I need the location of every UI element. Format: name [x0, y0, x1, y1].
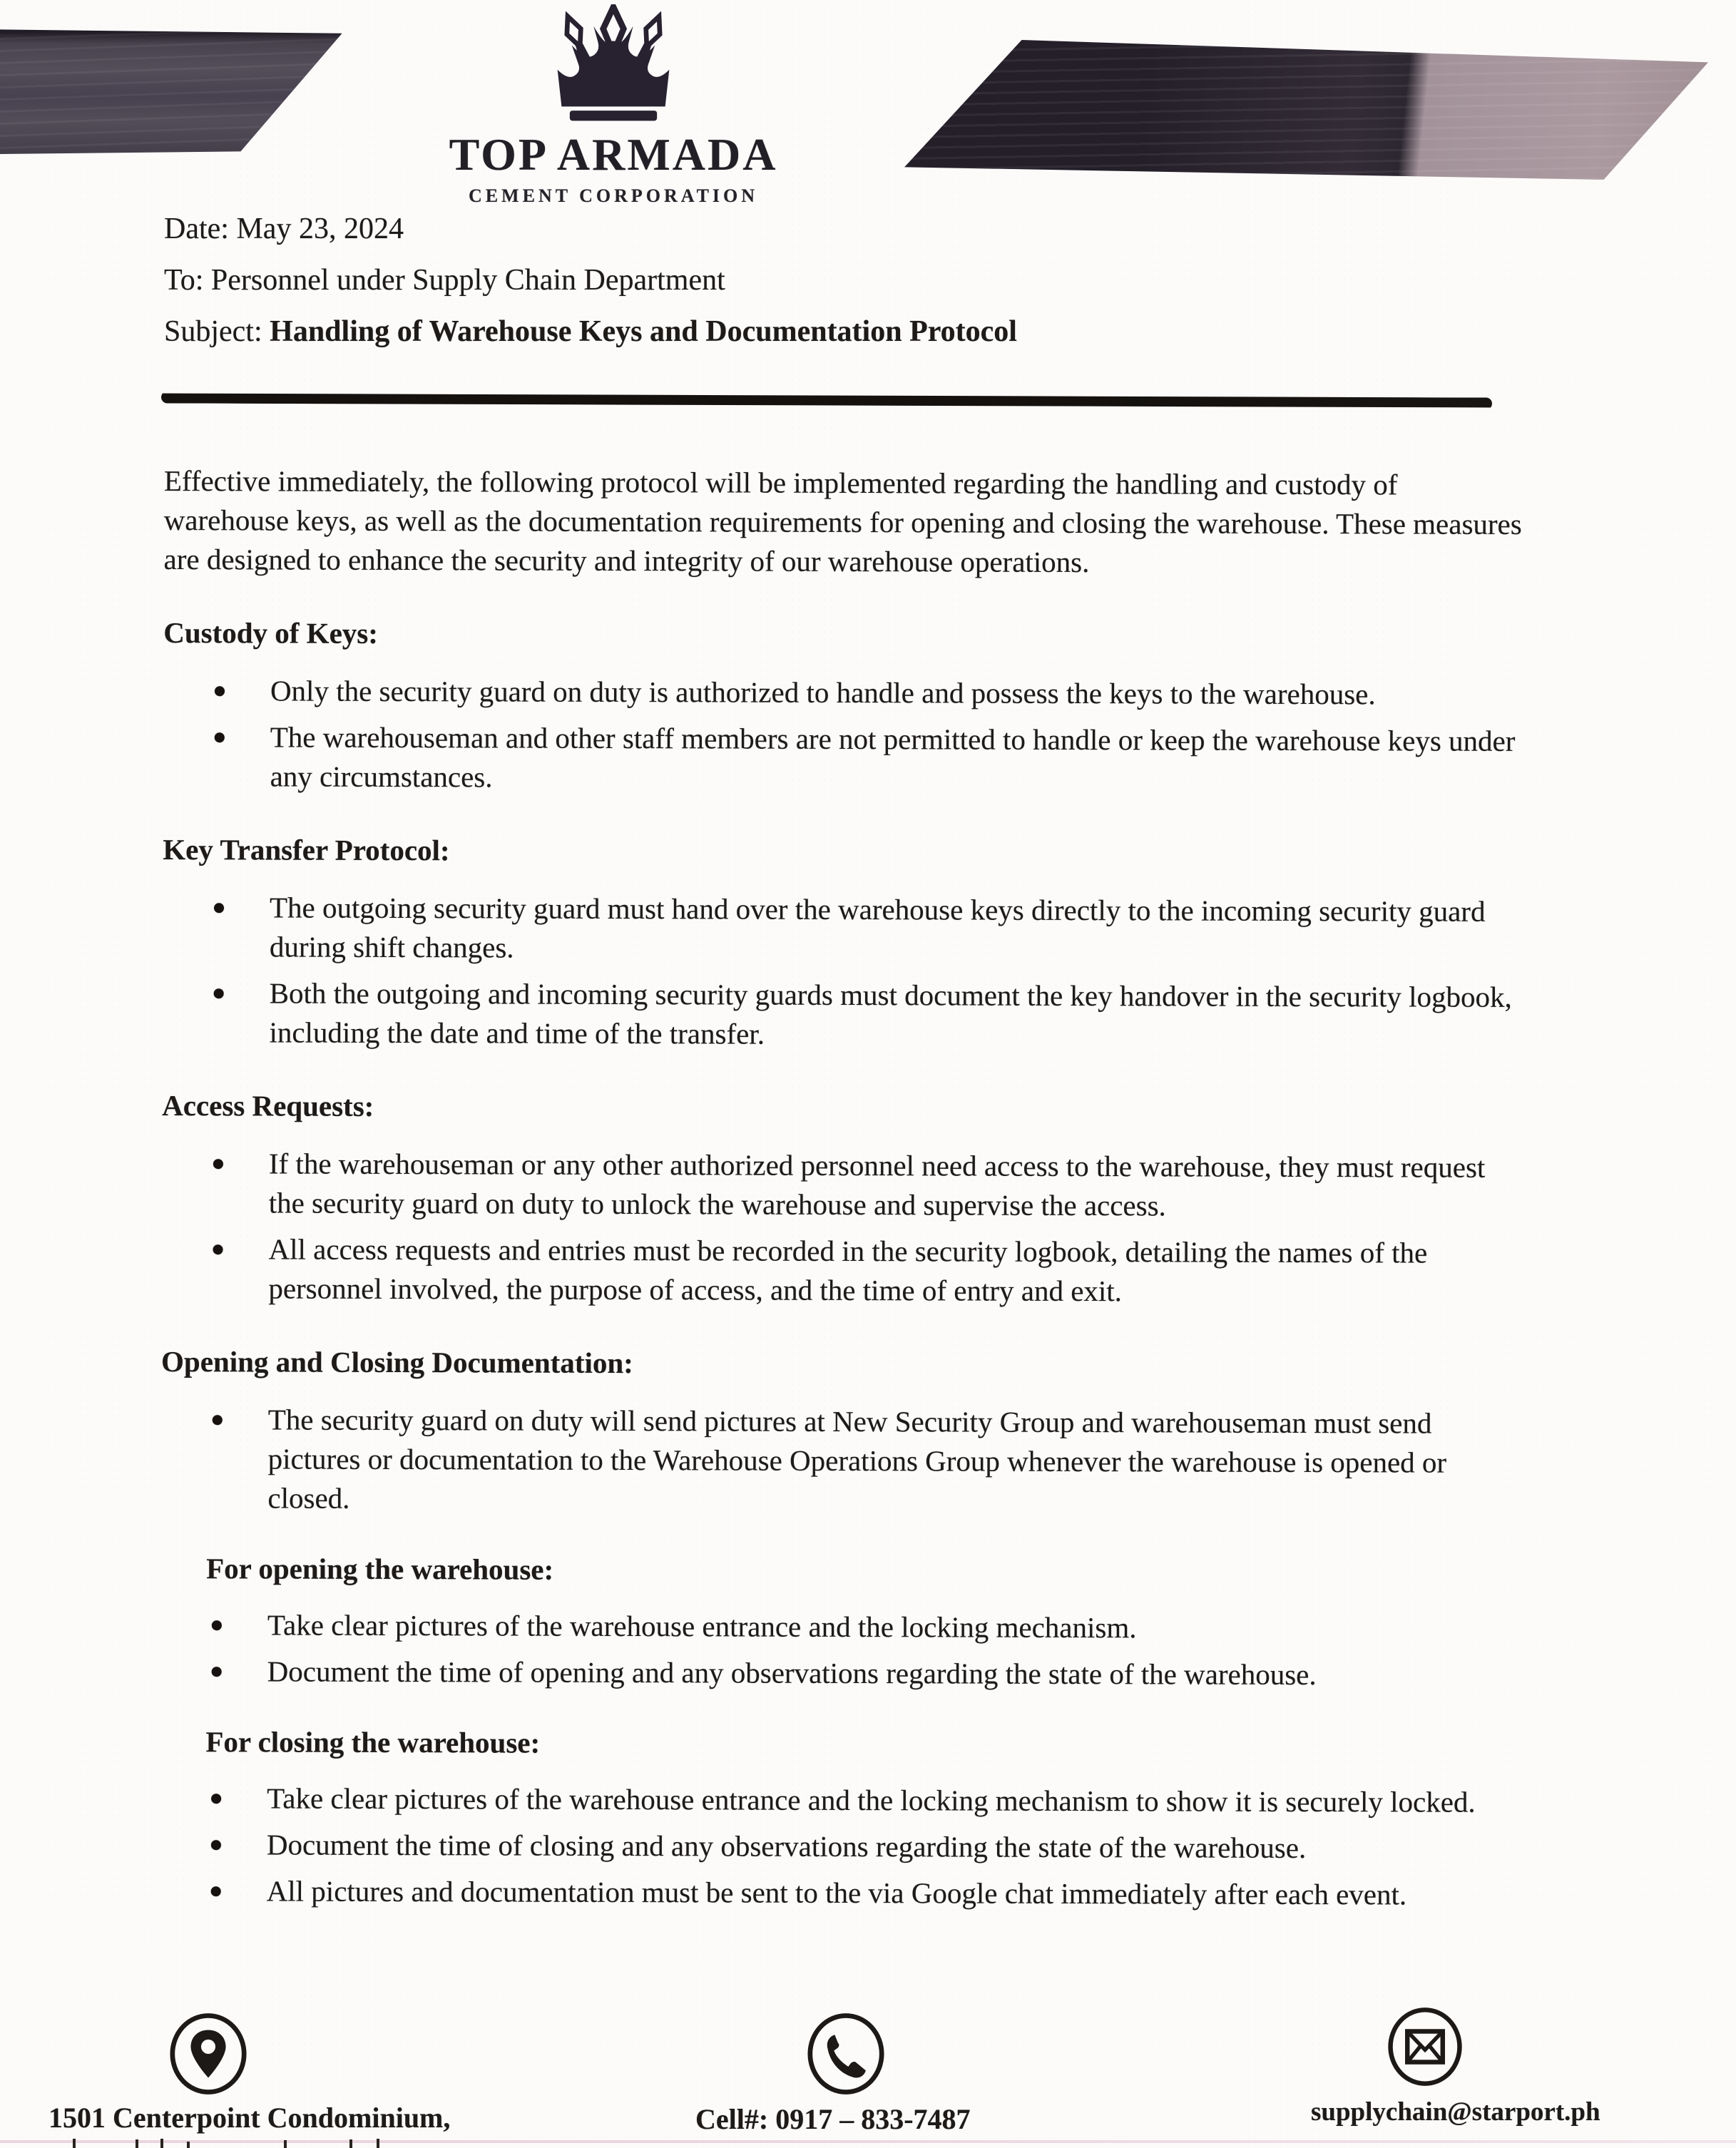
date-value: May 23, 2024	[236, 213, 404, 245]
section-heading-custody-of-keys: Custody of Keys:	[163, 615, 379, 650]
memo-body	[160, 461, 1528, 1915]
section-heading-access-requests: Access Requests:	[162, 1088, 374, 1122]
company-tagline: CEMENT CORPORATION	[468, 185, 759, 206]
list-item: The security guard on duty will send pictures at New Security Group and warehouseman must send pictures or documentation to the Warehouse Operations Group whenever the warehouse is opened or closed.	[160, 1400, 1525, 1522]
top-right-decorative-band	[904, 40, 1708, 180]
header-divider-rule	[161, 391, 1492, 409]
subject-line	[164, 317, 1576, 347]
subsection-heading-for-opening: For opening the warehouse:	[206, 1552, 554, 1586]
footer-phone: Cell#: 0917 – 833-7487	[695, 2103, 971, 2135]
company-name: TOP ARMADA	[449, 129, 778, 180]
location-pin-icon	[168, 2013, 248, 2095]
key-transfer-protocol-list	[162, 888, 1526, 1056]
phone-icon	[806, 2013, 886, 2095]
crown-icon	[531, 4, 695, 127]
date-line	[164, 214, 1576, 244]
footer-email: supplychain@starport.ph	[1311, 2097, 1600, 2127]
top-left-decorative-band	[0, 26, 344, 154]
intro-paragraph: Effective immediately, the following protocol will be implemented regarding the handling and custody of warehouse keys, as well as the documentation requirements for opening and closing the warehouse. These measures are designed to enhance the security and integrity of our warehouse operations.	[163, 464, 1522, 579]
to-value: Personnel under Supply Chain Department	[210, 264, 725, 297]
subject-value: Handling of Warehouse Keys and Documentation Protocol	[270, 315, 1017, 348]
to-label: To:	[164, 264, 204, 297]
list-item: Take clear pictures of the warehouse entrance and the locking mechanism.	[160, 1605, 1524, 1649]
opening-closing-documentation-list	[160, 1400, 1525, 1522]
for-opening-list	[160, 1605, 1524, 1695]
list-item: The warehouseman and other staff members are not permitted to handle or keep the warehouse keys under any circumstances.	[163, 717, 1527, 800]
list-item: All access requests and entries must be recorded in the security logbook, detailing the names of the personnel involved, the purpose of access, and the time of entry and exit.	[161, 1229, 1525, 1312]
footer-address: 1501 Centerpoint Condominium,	[48, 2102, 451, 2134]
section-heading-key-transfer-protocol: Key Transfer Protocol:	[163, 832, 450, 867]
subsection-heading-for-closing: For closing the warehouse:	[205, 1725, 541, 1759]
custody-of-keys-list	[163, 671, 1528, 800]
to-line	[164, 265, 1576, 295]
email-icon	[1387, 2007, 1464, 2087]
list-item: Only the security guard on duty is authorized to handle and possess the keys to the warehouse.	[163, 671, 1527, 715]
list-item: The outgoing security guard must hand over the warehouse keys directly to the incoming security guard during shift changes.	[163, 888, 1526, 971]
subject-label: Subject:	[164, 315, 262, 348]
date-label: Date:	[164, 213, 229, 245]
list-item: If the warehouseman or any other authorized personnel need access to the warehouse, they must request the security guard on duty to unlock the warehouse and supervise the access.	[162, 1144, 1526, 1227]
memo-header	[164, 214, 1576, 368]
for-closing-list	[160, 1779, 1524, 1915]
list-item: Document the time of closing and any observations regarding the state of the warehouse.	[160, 1825, 1523, 1868]
list-item: All pictures and documentation must be sent to the via Google chat immediately after each event.	[160, 1871, 1523, 1915]
section-heading-opening-closing-documentation: Opening and Closing Documentation:	[160, 1344, 633, 1380]
scan-artifact-line	[0, 2140, 1736, 2143]
access-requests-list	[161, 1144, 1526, 1312]
list-item: Document the time of opening and any observations regarding the state of the warehouse.	[160, 1652, 1524, 1695]
company-logo	[428, 4, 799, 207]
list-item: Take clear pictures of the warehouse entrance and the locking mechanism to show it is securely locked.	[160, 1779, 1523, 1822]
list-item: Both the outgoing and incoming security guards must document the key handover in the security logbook, including the date and time of the transfer.	[162, 973, 1526, 1056]
